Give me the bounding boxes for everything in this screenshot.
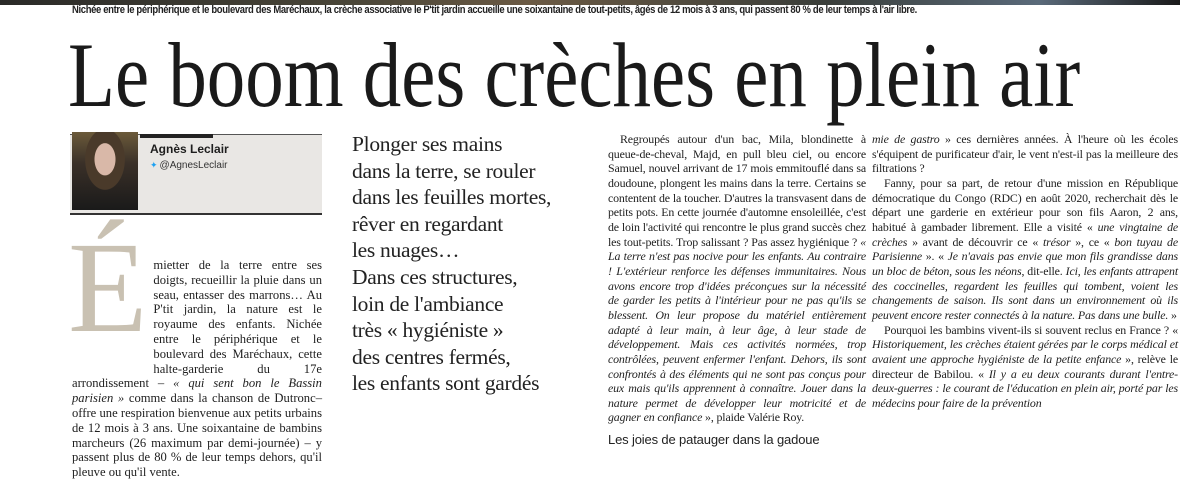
twitter-icon: ✦ (150, 160, 158, 170)
pull-quote (352, 131, 597, 397)
section-subheading: Les joies de patauger dans la gadoue (608, 432, 820, 448)
text-run: Fanny, pour sa part, de retour d'une mission en République démocratique du Congo (RDC) en août 2020, recherchait dès le départ une garderie en extérieur pour son fils Aaron, 2 ans, habitué à gambader librement. Elle a visité « (872, 175, 1178, 234)
article-headline: Le boom des crèches en plein air (68, 24, 1081, 126)
body-paragraph (872, 176, 1178, 323)
drop-cap: É (68, 216, 148, 360)
text-run: », plaide Valérie Roy. (702, 410, 805, 425)
italic-quote: Je n'avais pas envie que mon fils grandisse dans un bloc de béton, sous les néons (872, 249, 1178, 278)
article-column-4 (872, 132, 1178, 410)
italic-quote: Il y a eu deux courants durant l'entre-deux-guerres : le courant de l'éducation en plein air, porté par les médecins pour faire de la prévention (872, 366, 1178, 410)
text-run: ». « (922, 249, 948, 264)
article-column-3 (608, 132, 866, 448)
text-run: » ces dernières années. À l'heure où les écoles s'équipent de purificateur d'air, le vent n'est-il pas la meilleure des filtrations ? (872, 132, 1179, 176)
pull-quote-line: les nuages… (352, 238, 460, 263)
italic-quote: Historiquement, les crèches étaient gérées par le corps médical et avaient une approche hygiéniste de la petite enfance (872, 337, 1178, 366)
body-paragraph (872, 323, 1178, 411)
italic-quote: mie de gastro (872, 132, 940, 146)
pull-quote-line: très « hygiéniste » (352, 318, 504, 343)
author-rule (140, 134, 213, 138)
article-column-1 (68, 212, 322, 480)
text-run: » avant de découvrir ce « (907, 234, 1043, 249)
pull-quote-line: des centres fermés, (352, 344, 511, 369)
text-run: , dit-elle. (1021, 263, 1066, 278)
pull-quote-line: les enfants sont gardés (352, 371, 540, 396)
text-run: comme dans la chanson de Dutronc– offre une respiration bienvenue aux petits urbains de 12 mois à 3 ans. Une soixantaine de bambins marcheurs (26 maximum par demi-journée) – y passent plus de 80 % de leur temps dehors, qu'il pleuve ou qu'il vente. (72, 391, 322, 480)
pull-quote-line: dans la terre, se rouler (352, 158, 536, 183)
author-name: Agnès Leclair (150, 142, 229, 156)
author-box (70, 134, 322, 215)
text-run: » (1168, 307, 1177, 322)
pull-quote-line: dans les feuilles mortes, (352, 185, 552, 210)
author-handle: @AgnesLeclair (159, 160, 228, 171)
italic-quote: bon tuyau de Parisienne (872, 234, 1178, 264)
italic-quote: trésor (1042, 234, 1071, 249)
pull-quote-line: Plonger ses mains (352, 132, 503, 156)
italic-quote: « La terre n'est pas nocive pour les enfants. Au contraire ! L'extérieur renforce les défenses immunitaires. Nous avons encore trop d'idées préconçues sur la nécessité de garder les petits à l'intérieur pour ne pas qu'ils se blessent. On leur propose du matériel entièrement adapté à leur main, à leur âge, à leur stade de développement. Mais ces activités normées, trop contrôlées, peuvent enfermer l'enfant. Dehors, ils sont confrontés à des éléments qui ne sont pas conçus pour eux mais qu'ils apprennent à connaître. Jouer dans la nature permet de développer leur motricité et de gagner en confiance (608, 234, 866, 425)
text-run: mietter de la terre entre ses doigts, recueillir la pluie dans un seau, entasser des marrons… Au P'tit jardin, la nature est le royaume des enfants. Nichée entre le périphérique et le boulevard des Maréchaux, cette halte-garderie du 17e arrondissement – (72, 258, 322, 391)
text-run: », relève le directeur de Babilou. « (872, 351, 1178, 381)
pull-quote-line: loin de l'ambiance (352, 291, 504, 316)
pull-quote-line: rêver en regardant (352, 211, 503, 236)
italic-quote: une vingtaine de crèches (872, 219, 1178, 249)
body-paragraph (608, 132, 866, 425)
text-run: Regroupés autour d'un bac, Mila, blondinette à queue-de-cheval, Majd, en pull bleu ciel, ou encore Samuel, nouvel arrivant de 17 mois emmitouflé dans sa doudoune, plongent les mains dans la terre. Certains se contentent de la toucher. D'autres la transvasent dans de petits pots. En cette journée d'automne ensoleillée, c'est de loin l'activité qui rencontre le plus grand succès chez les tout-petits. Trop salissant ? Pas assez hygiénique ? (608, 132, 866, 249)
author-photo (72, 132, 138, 210)
text-run: », ce « (1070, 234, 1115, 249)
author-twitter[interactable] (150, 159, 228, 172)
pull-quote-line: Dans ces structures, (352, 264, 518, 289)
photo-caption: Nichée entre le périphérique et le boulevard des Maréchaux, la crèche associative le P'tit jardin accueille une soixantaine de tout-petits, âgés de 12 mois à 3 ans, qui passent 80 % de leur temps à l'air libre. (72, 4, 917, 16)
text-run: Pourquoi les bambins vivent-ils si souvent reclus en France ? « (884, 322, 1178, 337)
italic-quote: Ici, les enfants attrapent des coccinelles, regardent les feuilles qui tombent, voient les changements de saison. Ils sont dans un environnement où ils peuvent encore rester connectés à la nature. Pas dans une bulle. (872, 263, 1179, 322)
body-paragraph (872, 132, 1178, 176)
italic-quote: « qui sent bon le Bassin parisien » (72, 376, 322, 406)
